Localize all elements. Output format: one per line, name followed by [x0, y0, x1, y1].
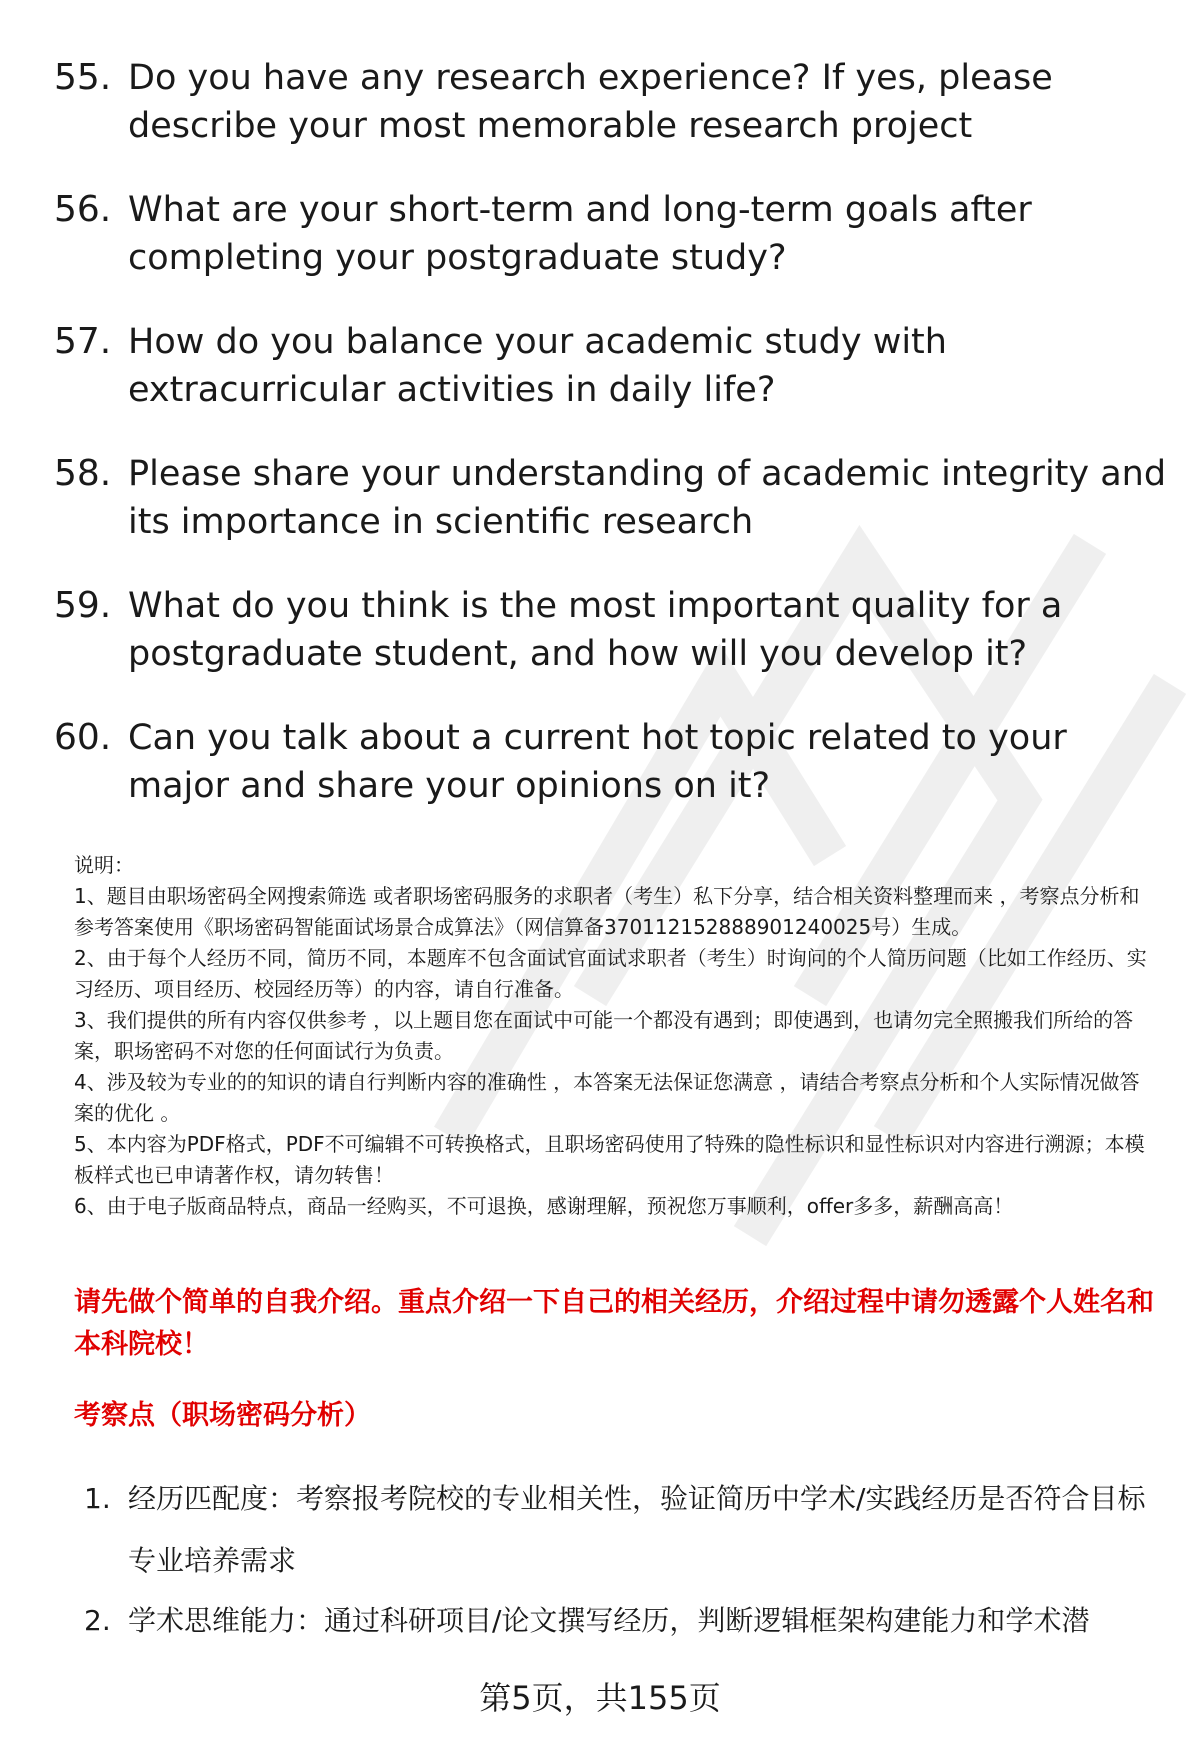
notes-item: 5、本内容为PDF格式，PDF不可编辑不可转换格式，且职场密码使用了特殊的隐性标识和显性标识对内容进行溯源；本模板样式也已申请著作权，请勿转售！ [74, 1132, 1145, 1187]
point-text: 学术思维能力：通过科研项目/论文撰写经历，判断逻辑框架构建能力和学术潜 [128, 1604, 1090, 1637]
intro-question: 请先做个简单的自我介绍。重点介绍一下自己的相关经历，介绍过程中请勿透露个人姓名和本科院校！ [74, 1287, 1154, 1360]
notes-item: 2、由于每个人经历不同，简历不同，本题库不包含面试官面试求职者（考生）时询问的个人简历问题（比如工作经历、实习经历、项目经历、校园经历等）的内容，请自行准备。 [74, 946, 1147, 1001]
question-text: Can you talk about a current hot topic related to your major and share your opinions on it? [128, 718, 1067, 806]
point-text: 经历匹配度：考察报考院校的专业相关性，验证简历中学术/实践经历是否符合目标专业培养需求 [128, 1482, 1146, 1577]
question-number: 59. [54, 585, 112, 626]
question-text: What do you think is the most important quality for a postgraduate student, and how will you develop it? [128, 586, 1063, 674]
disclaimer-notes [74, 850, 1159, 1222]
point-number: 2. [84, 1604, 111, 1637]
notes-item: 1、题目由职场密码全网搜索筛选 或者职场密码服务的求职者（考生）私下分享，结合相关资料整理而来 ，考察点分析和参考答案使用《职场密码智能面试场景合成算法》（网信算备370112152888901240025号）生成。 [74, 884, 1140, 939]
notes-item: 3、我们提供的所有内容仅供参考 ，以上题目您在面试中可能一个都没有遇到；即使遇到，也请勿完全照搬我们所给的答案，职场密码不对您的任何面试行为负责。 [74, 1008, 1134, 1063]
question-number: 55. [54, 57, 112, 98]
question-text: What are your short-term and long-term goals after completing your postgraduate study? [128, 190, 1032, 278]
notes-heading: 说明： [74, 853, 134, 877]
question-text: Do you have any research experience? If yes, please describe your most memorable research project [128, 58, 1053, 146]
page-footer: 第5页，共155页 [479, 1679, 721, 1717]
notes-item: 6、由于电子版商品特点，商品一经购买，不可退换，感谢理解，预祝您万事顺利，offer多多，薪酬高高！ [74, 1194, 1014, 1218]
question-number: 57. [54, 321, 112, 362]
question-text: Please share your understanding of academic integrity and its importance in scientific research [128, 454, 1167, 542]
point-number: 1. [84, 1482, 111, 1515]
question-number: 60. [54, 717, 112, 758]
section-title: 考察点（职场密码分析） [74, 1400, 371, 1431]
question-text: How do you balance your academic study with extracurricular activities in daily life? [128, 322, 947, 410]
question-number: 58. [54, 453, 112, 494]
notes-item: 4、涉及较为专业的的知识的请自行判断内容的准确性 ，本答案无法保证您满意 ，请结合考察点分析和个人实际情况做答案的优化 。 [74, 1070, 1140, 1125]
question-number: 56. [54, 189, 112, 230]
